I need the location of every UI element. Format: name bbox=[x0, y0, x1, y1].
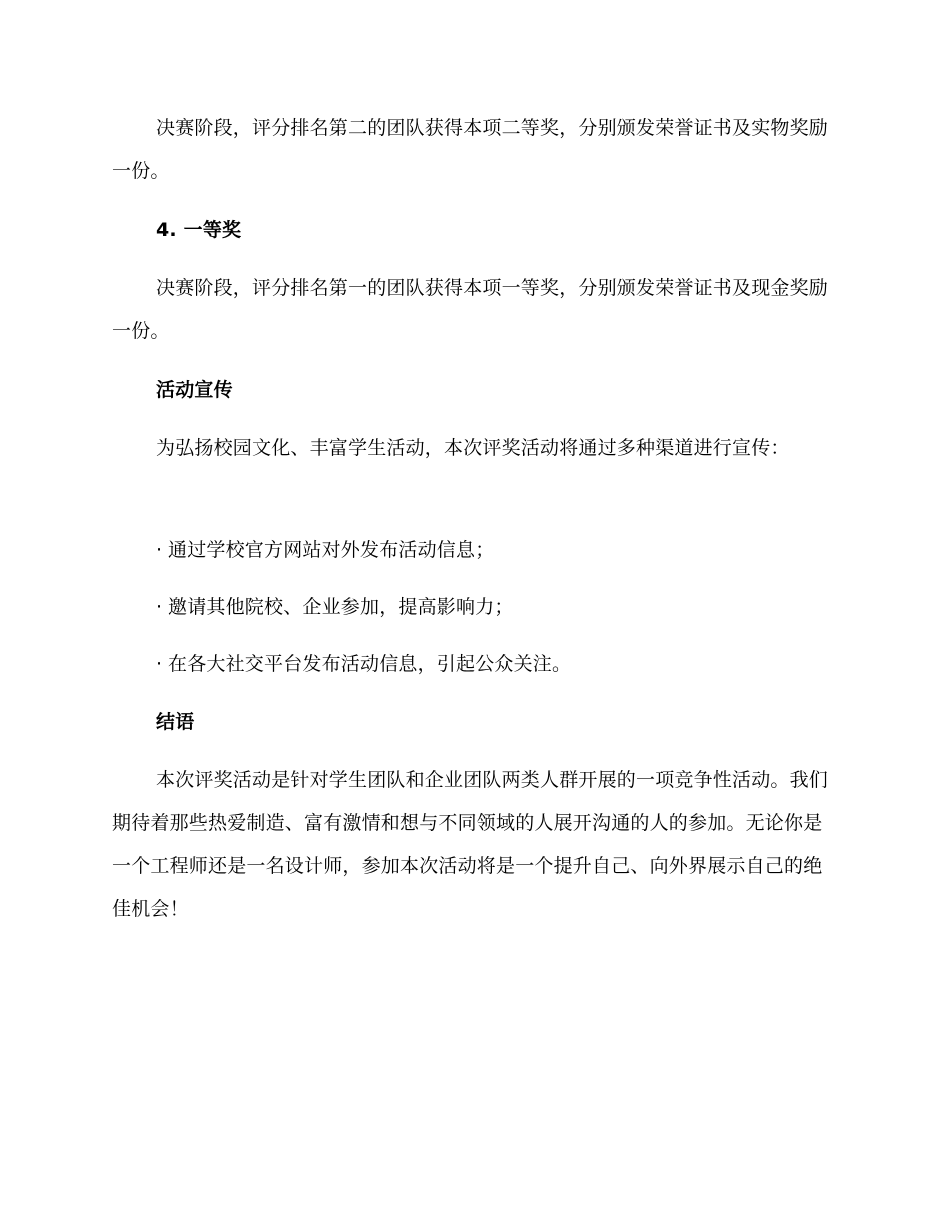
list-item bbox=[156, 593, 876, 621]
list-item-text: 通过学校官方网站对外发布活动信息； bbox=[168, 539, 495, 561]
paragraph-first-prize: 决赛阶段，评分排名第一的团队获得本项一等奖，分别颁发荣誉证书及现金奖励一份。 bbox=[112, 277, 829, 342]
paragraph-second-prize: 决赛阶段，评分排名第二的团队获得本项二等奖，分别颁发荣誉证书及实物奖励一份。 bbox=[112, 117, 829, 182]
heading-conclusion: 结语 bbox=[156, 711, 195, 733]
bullet-marker: · bbox=[156, 596, 163, 618]
list-item bbox=[156, 536, 876, 564]
heading-promotion: 活动宣传 bbox=[156, 379, 233, 401]
paragraph-promotion-intro: 为弘扬校园文化、丰富学生活动，本次评奖活动将通过多种渠道进行宣传： bbox=[156, 437, 790, 459]
list-item bbox=[156, 650, 876, 678]
list-item-text: 在各大社交平台发布活动信息，引起公众关注。 bbox=[168, 653, 572, 675]
heading-first-prize: 4. 一等奖 bbox=[156, 219, 242, 241]
bullet-marker: · bbox=[156, 539, 163, 561]
list-item-text: 邀请其他院校、企业参加，提高影响力； bbox=[168, 596, 514, 618]
paragraph-conclusion: 本次评奖活动是针对学生团队和企业团队两类人群开展的一项竞争性活动。我们期待着那些热爱制造、富有激情和想与不同领域的人展开沟通的人的参加。无论你是一个工程师还是一名设计师，参加本次活动将是一个提升自己、向外界展示自己的绝佳机会！ bbox=[112, 769, 829, 920]
bullet-marker: · bbox=[156, 653, 163, 675]
